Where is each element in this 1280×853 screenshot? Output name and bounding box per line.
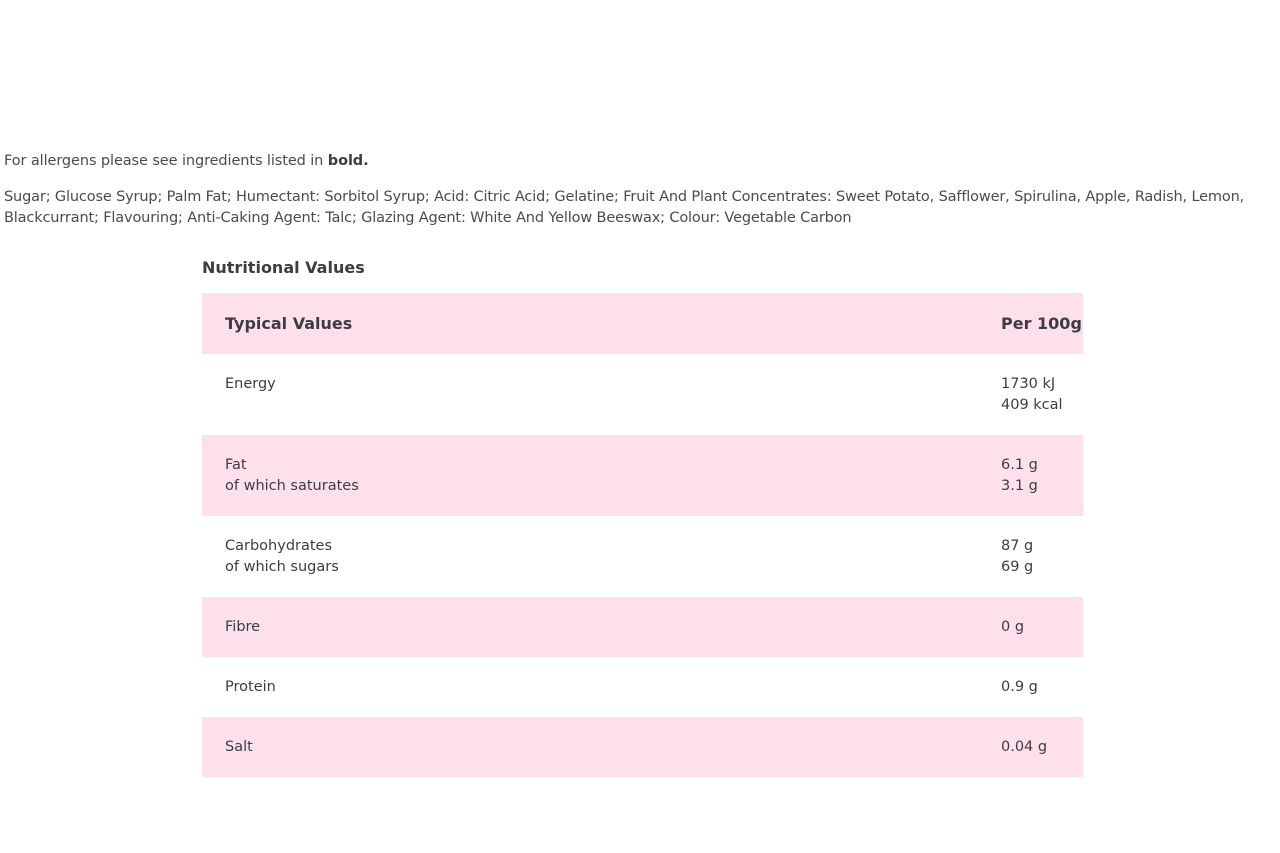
nutrient-name: Protein bbox=[202, 657, 1001, 717]
nutrient-value-cell bbox=[1001, 435, 1083, 516]
table-row bbox=[202, 354, 1083, 435]
nutrient-value-secondary: 69 g bbox=[1001, 558, 1034, 575]
nutrient-name-cell bbox=[202, 354, 1001, 435]
nutrient-name: Fat bbox=[225, 456, 247, 473]
nutrient-name: Energy bbox=[225, 375, 276, 392]
nutrient-value: 0.9 g bbox=[1001, 657, 1083, 717]
nutrient-subname: of which saturates bbox=[225, 477, 359, 494]
nutrient-value-secondary: 3.1 g bbox=[1001, 477, 1038, 494]
table-row bbox=[202, 657, 1083, 717]
nutrient-name-cell bbox=[202, 516, 1001, 597]
nutrient-value: 0.04 g bbox=[1001, 717, 1083, 777]
nutrient-value: 87 g bbox=[1001, 537, 1034, 554]
nutrient-value: 1730 kJ bbox=[1001, 375, 1056, 392]
allergen-note-bold: bold. bbox=[327, 153, 369, 169]
per-100g-header: Per 100g bbox=[1001, 293, 1083, 354]
nutrient-value-secondary: 409 kcal bbox=[1001, 396, 1063, 413]
ingredients-list: Sugar; Glucose Syrup; Palm Fat; Humectant: Sorbitol Syrup; Acid: Citric Acid; Gelatine; Fruit And Plant Concentrates: Sweet Potato, Safflower, Spirulina, Apple, Radish, Lemon, Blackcurrant; Flavouring; Anti-Caking Agent: Talc; Glazing Agent: White And Yellow Beeswax; Colour: Vegetable Carbon bbox=[4, 189, 1245, 226]
nutrient-value: 6.1 g bbox=[1001, 456, 1038, 473]
nutrient-subname bbox=[225, 395, 1001, 416]
nutrient-value-cell bbox=[1001, 516, 1083, 597]
allergen-note bbox=[4, 153, 369, 169]
nutrient-name-cell bbox=[202, 435, 1001, 516]
nutrient-name: Salt bbox=[202, 717, 1001, 777]
typical-values-header: Typical Values bbox=[202, 293, 1001, 354]
nutrition-heading: Nutritional Values bbox=[202, 258, 365, 277]
nutrient-value: 0 g bbox=[1001, 597, 1083, 657]
table-row bbox=[202, 597, 1083, 657]
table-row bbox=[202, 435, 1083, 516]
nutrient-name: Carbohydrates bbox=[225, 537, 333, 554]
nutrient-subname: of which sugars bbox=[225, 558, 339, 575]
table-row bbox=[202, 516, 1083, 597]
allergen-note-text: For allergens please see ingredients listed in bbox=[4, 153, 324, 169]
nutrition-header-row bbox=[202, 293, 1083, 354]
nutrition-table bbox=[202, 293, 1083, 777]
nutrient-value-cell bbox=[1001, 354, 1083, 435]
nutrient-name: Fibre bbox=[202, 597, 1001, 657]
table-row bbox=[202, 717, 1083, 777]
